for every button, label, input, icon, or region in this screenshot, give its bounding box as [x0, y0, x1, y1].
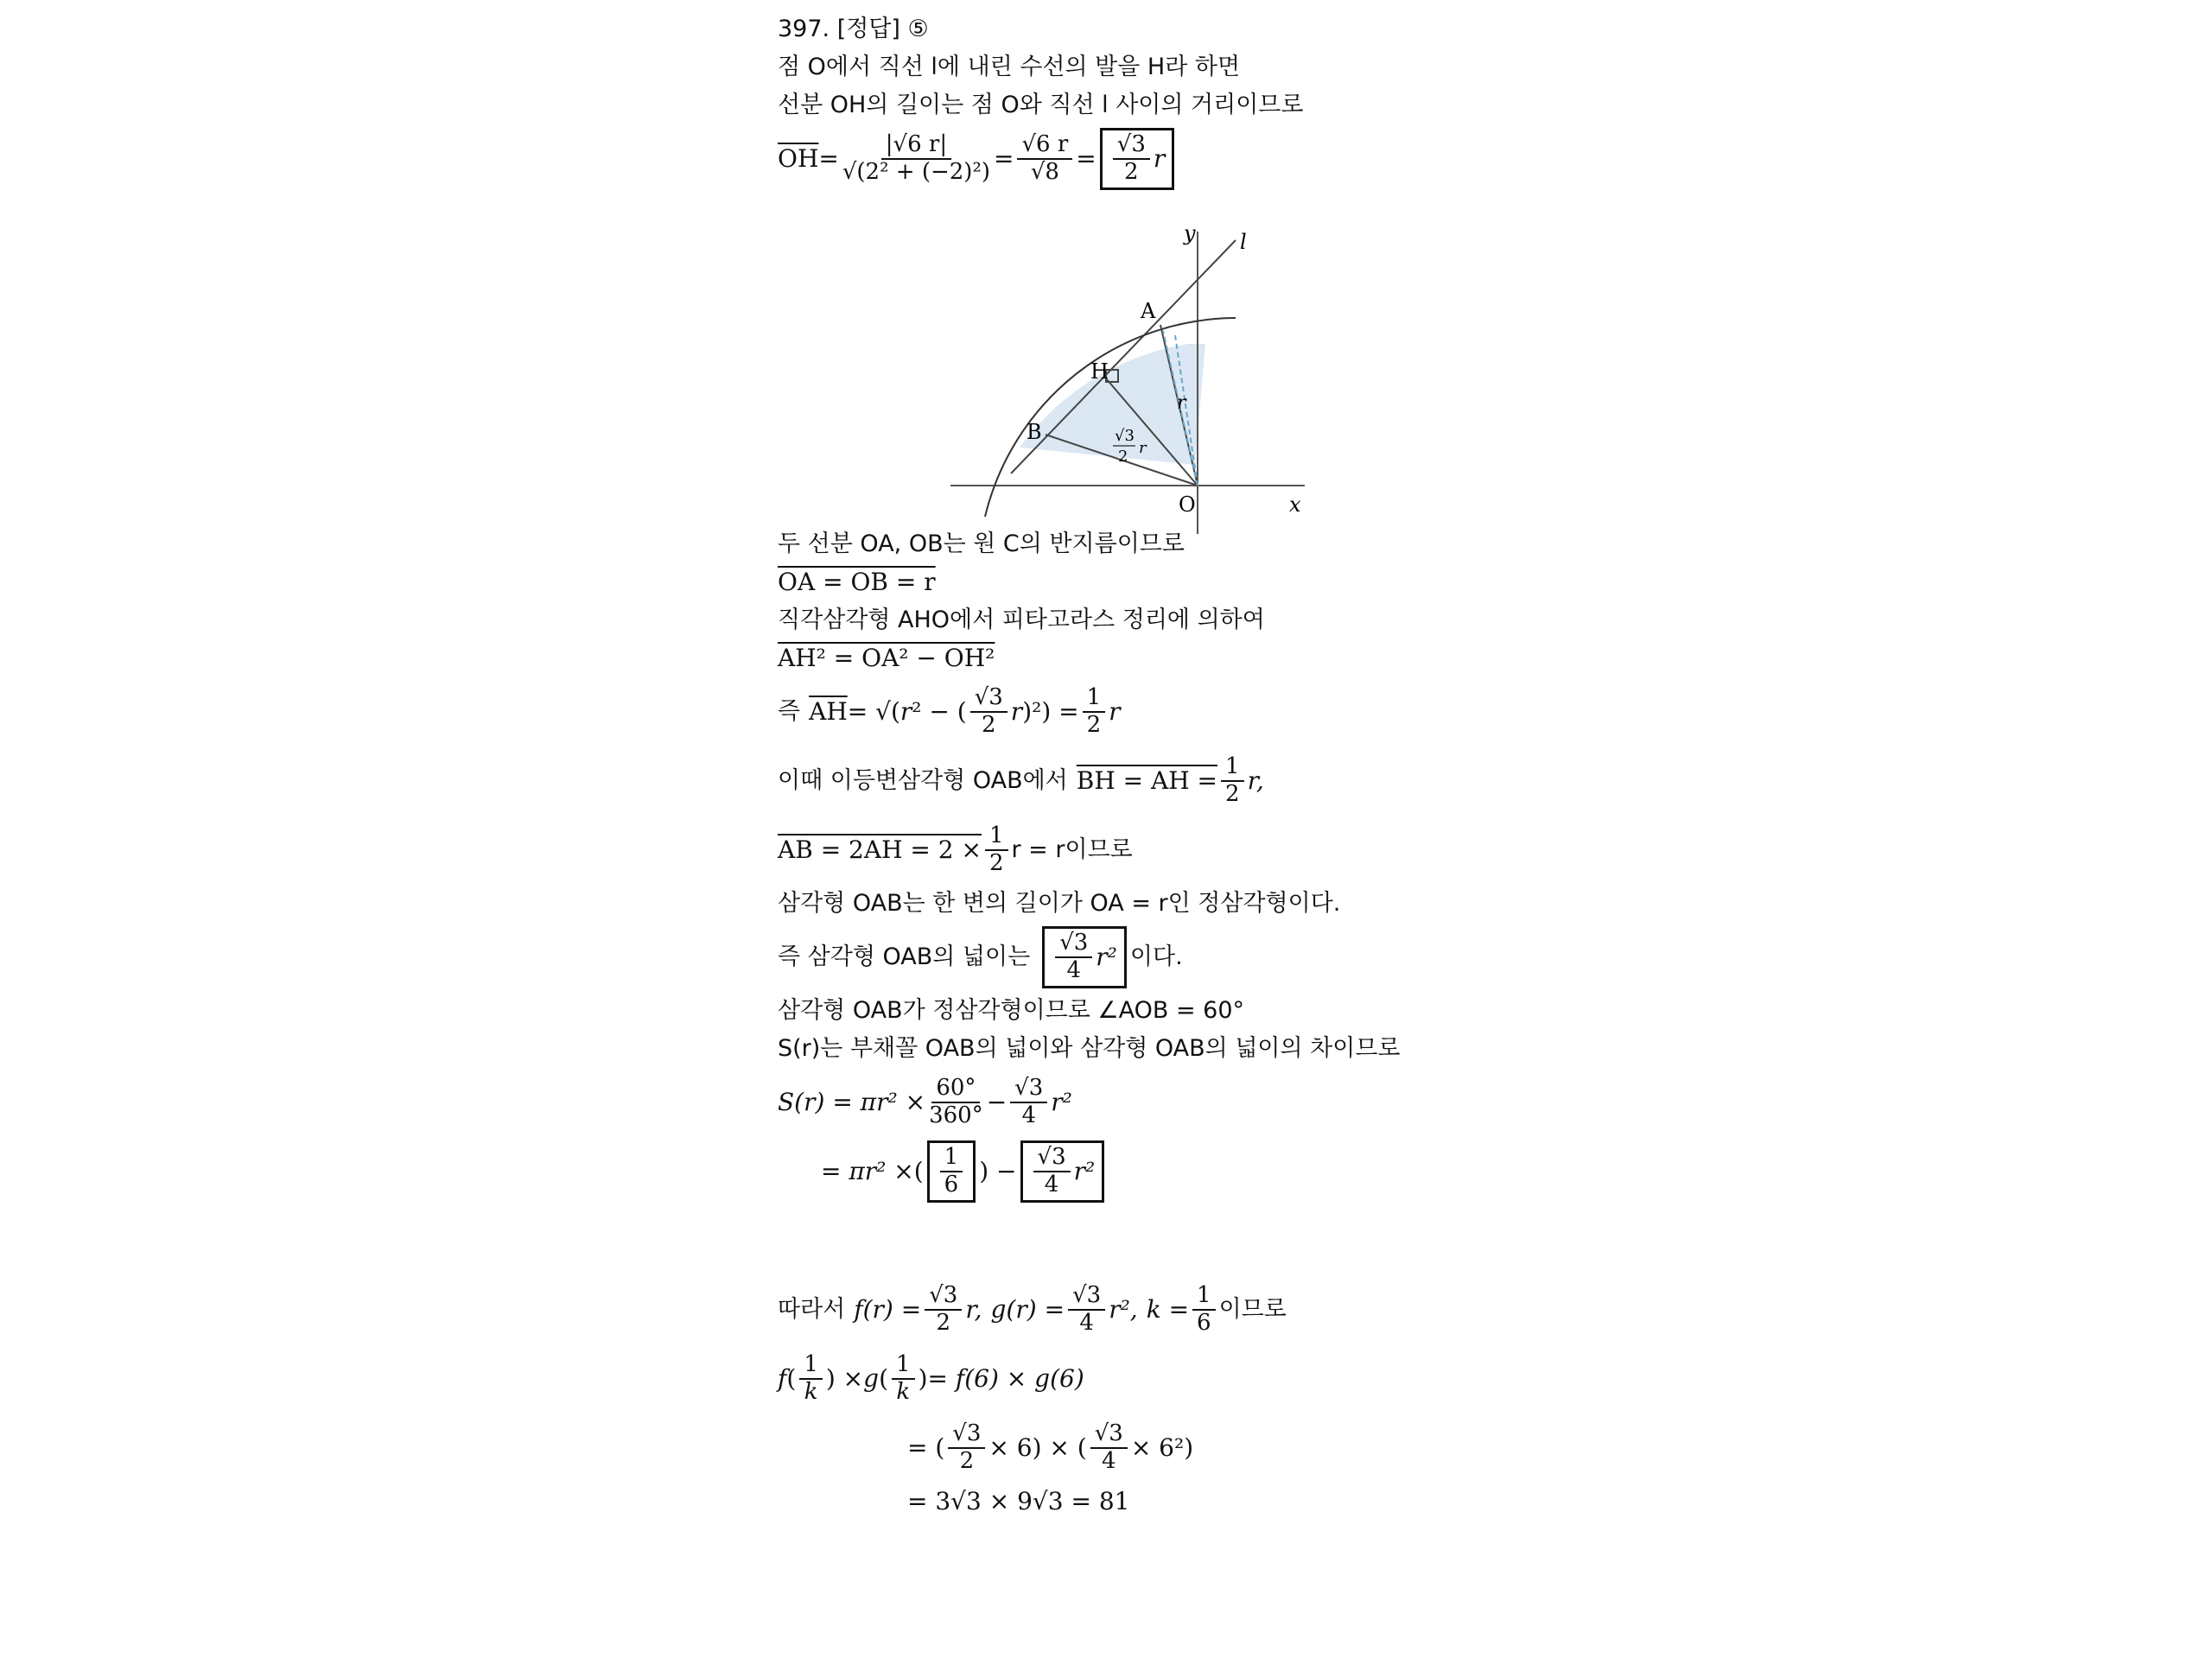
iso-eq: 이때 이등변삼각형 OAB에서 BH = AH = $\frac{1}{2}$ r, — [778, 753, 1264, 807]
label-x: x — [1289, 492, 1301, 517]
label-frac-num: √3 — [1115, 427, 1135, 445]
s-box-1: $\frac{1}{6}$ — [927, 1140, 976, 1203]
oh-fraction-1: $\frac{|√6 r|}{\text{√(2² + (−2)²)}}$ — [842, 131, 991, 185]
ah-eq: 즉 $\overline{AH}$ = √( r ² − ( $\frac{√3}{2}$ r )²) = $\frac{1}{2}$ r — [778, 684, 1121, 738]
pyth-eq: AH² = OA² − OH² — [778, 644, 995, 672]
geometry-diagram — [950, 223, 1313, 543]
intro-line-2: 선분 OH의 길이는 점 O와 직선 l 사이의 거리이므로 — [778, 92, 1304, 118]
label-b: B — [1027, 420, 1042, 444]
label-l: l — [1240, 230, 1247, 254]
s-eq-2: = πr² × ( $\frac{1}{6}$ ) − $\frac{√3}{4}$ r² — [778, 1137, 1555, 1206]
radius-eq: OA = OB = r — [778, 568, 936, 596]
radius-text: 두 선분 OA, OB는 원 C의 반지름이므로 — [778, 530, 1185, 557]
oh-symbol: $\overline{OH}$ — [778, 144, 819, 173]
oh-fraction-2: $\frac{√6 r}{√8}$ — [1017, 132, 1072, 186]
label-a: A — [1141, 299, 1156, 323]
conclusion-line: 따라서 f(r) = $\frac{√3}{2}$ r, g(r) = $\frac{√3}{4}$ r², k = $\frac{1}{6}$ 이므로 — [778, 1282, 1287, 1336]
pyth-text: 직각삼각형 AHO에서 피타고라스 정리에 의하여 — [778, 607, 1265, 633]
oh-formula: $\overline{OH}$ = $\frac{|√6 r|}{\text{√(2² + (−2)²)}}$ = $\frac{√6 r}{√8}$ = $\frac{√3}{2}$ r — [778, 124, 1555, 194]
label-r: r — [1177, 392, 1186, 414]
s-box-2: $\frac{√3}{4}$ r² — [1020, 1140, 1105, 1203]
fg-eq: f ( $\frac{1}{k}$ ) × g ( $\frac{1}{k}$ ) = f(6) × g(6) — [778, 1351, 1084, 1405]
label-frac-var: r — [1139, 439, 1147, 457]
s-text: S(r)는 부채꼴 OAB의 넓이와 삼각형 OAB의 넓이의 차이므로 — [778, 1035, 1401, 1062]
label-y: y — [1184, 223, 1196, 245]
problem-header: 397. [정답] ⑤ — [778, 16, 929, 42]
fg-final: = 3√3 × 9√3 = 81 — [907, 1487, 1130, 1515]
angle-text: 삼각형 OAB가 정삼각형이므로 ∠AOB = 60° — [778, 997, 1245, 1024]
equilateral-text: 삼각형 OAB는 한 변의 길이가 OA = r인 정삼각형이다. — [778, 890, 1341, 917]
intro-line-1: 점 O에서 직선 l에 내린 수선의 발을 H라 하면 — [778, 54, 1241, 80]
ab-eq: AB = 2AH = 2 × $\frac{1}{2}$ r = r이므로 — [778, 823, 1133, 876]
label-frac-den: 2 — [1118, 448, 1128, 466]
oh-answer-box: $\frac{√3}{2}$ r — [1100, 128, 1175, 190]
s-eq-1: S(r) = πr² × $\frac{60^\circ}{360^\circ}$ − $\frac{√3}{4}$ r² — [778, 1075, 1072, 1128]
area-answer-box: $\frac{√3}{4}$ r² — [1042, 926, 1127, 988]
fg-step-2: = ( $\frac{√3}{2}$ × 6) × ( $\frac{√3}{4}$ × 6²) — [907, 1420, 1194, 1474]
area-line: 즉 삼각형 OAB의 넓이는 $\frac{√3}{4}$ r² 이다. — [778, 923, 1555, 992]
label-h: H — [1090, 359, 1109, 384]
label-o: O — [1179, 492, 1196, 517]
